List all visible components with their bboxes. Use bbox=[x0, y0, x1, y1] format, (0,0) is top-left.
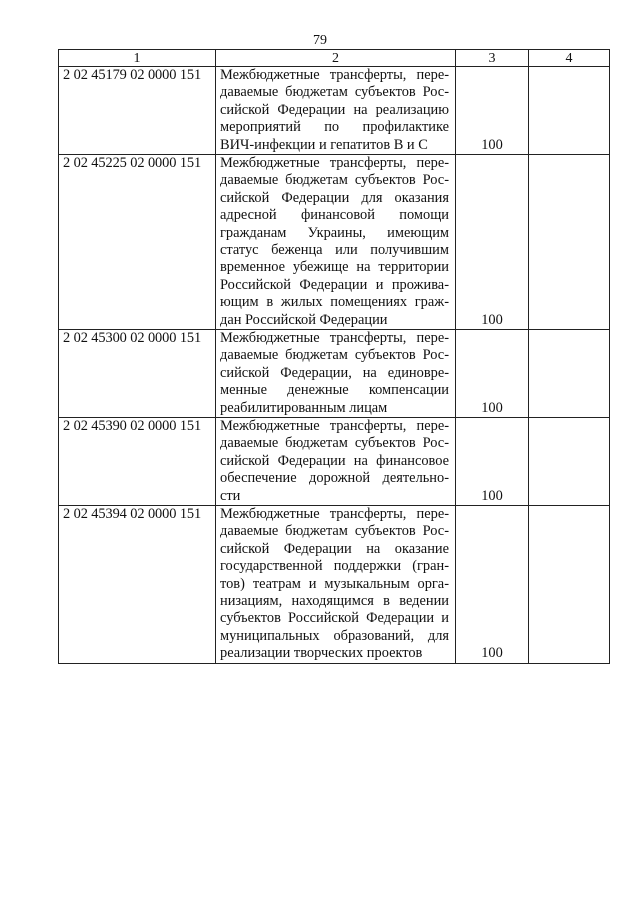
amount-value: 100 bbox=[456, 418, 529, 506]
column-header-2: 2 bbox=[216, 50, 456, 67]
description-line: дан Российской Федерации bbox=[220, 311, 388, 328]
column-4-cell bbox=[529, 67, 610, 155]
table-row bbox=[59, 418, 610, 506]
description-line: ВИЧ-инфекции и гепатитов В и С bbox=[220, 136, 428, 153]
page-number: 79 bbox=[313, 33, 327, 48]
description-line: мероприятий по профилактике bbox=[220, 119, 449, 136]
description-line: даваемые бюджетам субъектов Рос- bbox=[220, 435, 449, 452]
description-line: даваемые бюджетам субъектов Рос- bbox=[220, 523, 449, 540]
description-line: менные денежные компенсации bbox=[220, 382, 449, 399]
description-line: муниципальных образований, для bbox=[220, 627, 449, 644]
description bbox=[216, 155, 456, 330]
budget-code: 2 02 45390 02 0000 151 bbox=[59, 418, 216, 506]
table-row bbox=[59, 330, 610, 418]
description-line: сийской Федерации на оказание bbox=[220, 540, 449, 557]
description-line: реализации творческих проектов bbox=[220, 645, 423, 662]
description-line: даваемые бюджетам субъектов Рос- bbox=[220, 84, 449, 101]
budget-code: 2 02 45300 02 0000 151 bbox=[59, 330, 216, 418]
description-line: Межбюджетные трансферты, пере- bbox=[220, 506, 449, 522]
table-body bbox=[59, 67, 610, 664]
description-line: Межбюджетные трансферты, пере- bbox=[220, 155, 449, 171]
description bbox=[216, 506, 456, 664]
amount-value: 100 bbox=[456, 330, 529, 418]
description-line: Российской Федерации и прожива- bbox=[220, 276, 449, 293]
description-line: ющим в жилых помещениях граж- bbox=[220, 294, 449, 311]
table-row bbox=[59, 155, 610, 330]
budget-code: 2 02 45179 02 0000 151 bbox=[59, 67, 216, 155]
description-line: статус беженца или получившим bbox=[220, 241, 449, 258]
description bbox=[216, 67, 456, 155]
description-line: сийской Федерации на финансовое bbox=[220, 452, 449, 469]
description-line: сийской Федерации, на единовре- bbox=[220, 364, 449, 381]
description-line: государственной поддержки (гран- bbox=[220, 558, 449, 575]
description-line: даваемые бюджетам субъектов Рос- bbox=[220, 172, 449, 189]
amount-value: 100 bbox=[456, 506, 529, 664]
description-line: адресной финансовой помощи bbox=[220, 207, 449, 224]
description-line: субъектов Российской Федерации и bbox=[220, 610, 449, 627]
description-line: реабилитированным лицам bbox=[220, 399, 388, 416]
description-line: даваемые бюджетам субъектов Рос- bbox=[220, 347, 449, 364]
table-header bbox=[59, 50, 610, 67]
header-row bbox=[59, 50, 610, 67]
amount-value: 100 bbox=[456, 155, 529, 330]
description-line: сти bbox=[220, 487, 241, 504]
description bbox=[216, 330, 456, 418]
description-line: сийской Федерации на реализацию bbox=[220, 101, 449, 118]
description-line: низациям, находящимся в ведении bbox=[220, 592, 449, 609]
description-line: Межбюджетные трансферты, пере- bbox=[220, 330, 449, 346]
column-header-3: 3 bbox=[456, 50, 529, 67]
table-row bbox=[59, 67, 610, 155]
description-line: гражданам Украины, имеющим bbox=[220, 224, 449, 241]
budget-code: 2 02 45225 02 0000 151 bbox=[59, 155, 216, 330]
description-line: Межбюджетные трансферты, пере- bbox=[220, 418, 449, 434]
description-line: временное убежище на территории bbox=[220, 259, 449, 276]
column-4-cell bbox=[529, 418, 610, 506]
table-row bbox=[59, 506, 610, 664]
budget-transfers-table bbox=[58, 49, 610, 664]
amount-value: 100 bbox=[456, 67, 529, 155]
budget-code: 2 02 45394 02 0000 151 bbox=[59, 506, 216, 664]
description-line: Межбюджетные трансферты, пере- bbox=[220, 67, 449, 83]
description-line: обеспечение дорожной деятельно- bbox=[220, 470, 449, 487]
column-4-cell bbox=[529, 155, 610, 330]
column-header-1: 1 bbox=[59, 50, 216, 67]
description bbox=[216, 418, 456, 506]
column-4-cell bbox=[529, 506, 610, 664]
description-line: сийской Федерации для оказания bbox=[220, 189, 449, 206]
column-4-cell bbox=[529, 330, 610, 418]
column-header-4: 4 bbox=[529, 50, 610, 67]
description-line: тов) театрам и музыкальным орга- bbox=[220, 575, 449, 592]
